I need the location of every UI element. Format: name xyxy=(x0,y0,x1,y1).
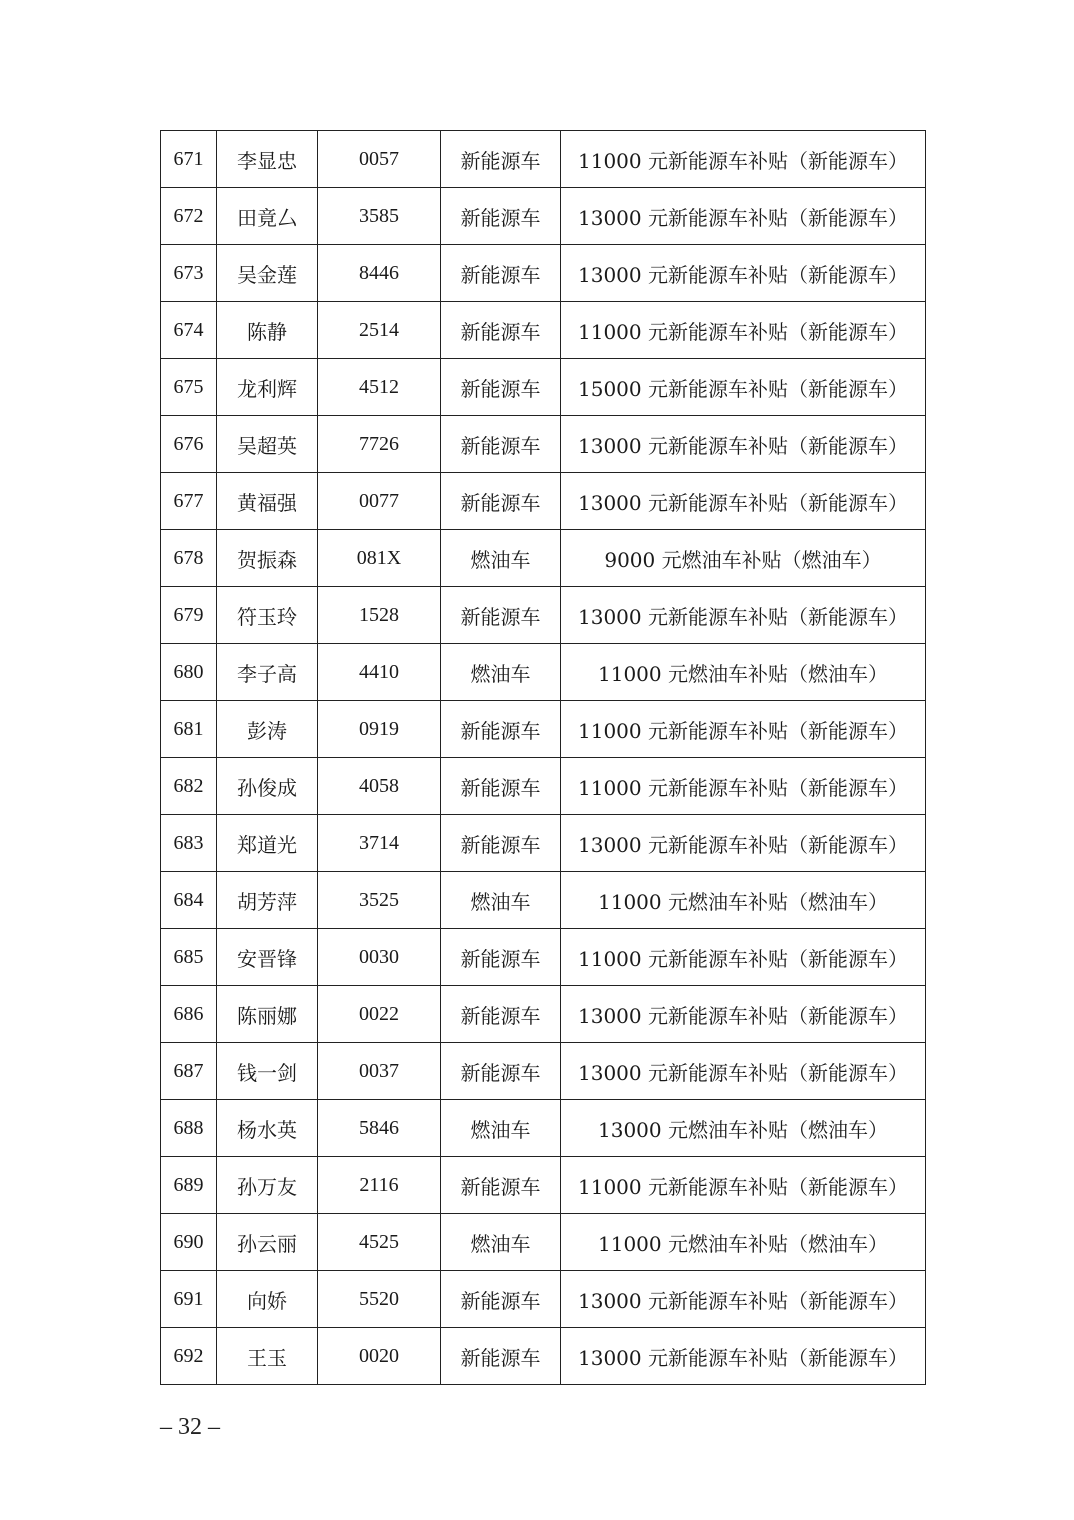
name-cell: 胡芳萍 xyxy=(217,872,318,929)
subsidy-cell: 13000 元新能源车补贴（新能源车） xyxy=(561,986,926,1043)
table-row xyxy=(161,302,926,359)
id-suffix-cell: 0020 xyxy=(318,1328,441,1385)
row-number-cell: 677 xyxy=(161,473,217,530)
id-suffix-cell: 8446 xyxy=(318,245,441,302)
table-row xyxy=(161,986,926,1043)
subsidy-cell: 13000 元新能源车补贴（新能源车） xyxy=(561,473,926,530)
table-row xyxy=(161,245,926,302)
name-cell: 田竟厶 xyxy=(217,188,318,245)
table-row xyxy=(161,872,926,929)
name-cell: 杨水英 xyxy=(217,1100,318,1157)
name-cell: 黄福强 xyxy=(217,473,318,530)
vehicle-type-cell: 新能源车 xyxy=(441,815,561,872)
id-suffix-cell: 5520 xyxy=(318,1271,441,1328)
row-number-cell: 673 xyxy=(161,245,217,302)
name-cell: 彭涛 xyxy=(217,701,318,758)
row-number-cell: 691 xyxy=(161,1271,217,1328)
id-suffix-cell: 4512 xyxy=(318,359,441,416)
subsidy-cell: 11000 元燃油车补贴（燃油车） xyxy=(561,1214,926,1271)
subsidy-roster-table xyxy=(160,130,926,1385)
name-cell: 陈静 xyxy=(217,302,318,359)
row-number-cell: 685 xyxy=(161,929,217,986)
table-row xyxy=(161,1328,926,1385)
table-row xyxy=(161,473,926,530)
table-row xyxy=(161,644,926,701)
name-cell: 钱一剑 xyxy=(217,1043,318,1100)
row-number-cell: 690 xyxy=(161,1214,217,1271)
row-number-cell: 676 xyxy=(161,416,217,473)
row-number-cell: 689 xyxy=(161,1157,217,1214)
subsidy-cell: 13000 元新能源车补贴（新能源车） xyxy=(561,1271,926,1328)
row-number-cell: 686 xyxy=(161,986,217,1043)
table-row xyxy=(161,1271,926,1328)
name-cell: 贺振森 xyxy=(217,530,318,587)
name-cell: 龙利辉 xyxy=(217,359,318,416)
table-row xyxy=(161,188,926,245)
roster-table-body xyxy=(161,131,926,1385)
table-row xyxy=(161,758,926,815)
vehicle-type-cell: 新能源车 xyxy=(441,1271,561,1328)
vehicle-type-cell: 新能源车 xyxy=(441,245,561,302)
table-row xyxy=(161,359,926,416)
subsidy-cell: 13000 元新能源车补贴（新能源车） xyxy=(561,815,926,872)
subsidy-cell: 11000 元燃油车补贴（燃油车） xyxy=(561,872,926,929)
table-row xyxy=(161,587,926,644)
vehicle-type-cell: 新能源车 xyxy=(441,131,561,188)
vehicle-type-cell: 新能源车 xyxy=(441,1157,561,1214)
subsidy-cell: 11000 元新能源车补贴（新能源车） xyxy=(561,1157,926,1214)
subsidy-cell: 11000 元新能源车补贴（新能源车） xyxy=(561,302,926,359)
subsidy-cell: 13000 元新能源车补贴（新能源车） xyxy=(561,587,926,644)
table-row xyxy=(161,1157,926,1214)
row-number-cell: 692 xyxy=(161,1328,217,1385)
name-cell: 向娇 xyxy=(217,1271,318,1328)
id-suffix-cell: 081X xyxy=(318,530,441,587)
table-row xyxy=(161,1100,926,1157)
name-cell: 李子高 xyxy=(217,644,318,701)
id-suffix-cell: 0057 xyxy=(318,131,441,188)
row-number-cell: 688 xyxy=(161,1100,217,1157)
subsidy-cell: 13000 元新能源车补贴（新能源车） xyxy=(561,245,926,302)
name-cell: 吴金莲 xyxy=(217,245,318,302)
vehicle-type-cell: 新能源车 xyxy=(441,473,561,530)
subsidy-cell: 13000 元新能源车补贴（新能源车） xyxy=(561,1043,926,1100)
table-row xyxy=(161,815,926,872)
id-suffix-cell: 7726 xyxy=(318,416,441,473)
subsidy-cell: 11000 元新能源车补贴（新能源车） xyxy=(561,929,926,986)
vehicle-type-cell: 新能源车 xyxy=(441,1328,561,1385)
id-suffix-cell: 2514 xyxy=(318,302,441,359)
name-cell: 安晋锋 xyxy=(217,929,318,986)
vehicle-type-cell: 新能源车 xyxy=(441,359,561,416)
row-number-cell: 684 xyxy=(161,872,217,929)
id-suffix-cell: 3525 xyxy=(318,872,441,929)
id-suffix-cell: 4410 xyxy=(318,644,441,701)
vehicle-type-cell: 新能源车 xyxy=(441,986,561,1043)
table-row xyxy=(161,701,926,758)
table-row xyxy=(161,1214,926,1271)
id-suffix-cell: 4525 xyxy=(318,1214,441,1271)
table-row xyxy=(161,416,926,473)
table-row xyxy=(161,1043,926,1100)
id-suffix-cell: 0077 xyxy=(318,473,441,530)
subsidy-cell: 11000 元燃油车补贴（燃油车） xyxy=(561,644,926,701)
id-suffix-cell: 4058 xyxy=(318,758,441,815)
name-cell: 郑道光 xyxy=(217,815,318,872)
name-cell: 孙俊成 xyxy=(217,758,318,815)
subsidy-cell: 13000 元新能源车补贴（新能源车） xyxy=(561,416,926,473)
row-number-cell: 678 xyxy=(161,530,217,587)
row-number-cell: 683 xyxy=(161,815,217,872)
id-suffix-cell: 0919 xyxy=(318,701,441,758)
row-number-cell: 681 xyxy=(161,701,217,758)
id-suffix-cell: 1528 xyxy=(318,587,441,644)
row-number-cell: 682 xyxy=(161,758,217,815)
id-suffix-cell: 3585 xyxy=(318,188,441,245)
name-cell: 李显忠 xyxy=(217,131,318,188)
vehicle-type-cell: 新能源车 xyxy=(441,758,561,815)
id-suffix-cell: 5846 xyxy=(318,1100,441,1157)
vehicle-type-cell: 燃油车 xyxy=(441,1214,561,1271)
vehicle-type-cell: 燃油车 xyxy=(441,644,561,701)
name-cell: 王玉 xyxy=(217,1328,318,1385)
subsidy-cell: 13000 元新能源车补贴（新能源车） xyxy=(561,1328,926,1385)
id-suffix-cell: 0030 xyxy=(318,929,441,986)
vehicle-type-cell: 新能源车 xyxy=(441,416,561,473)
table-row xyxy=(161,929,926,986)
subsidy-cell: 11000 元新能源车补贴（新能源车） xyxy=(561,758,926,815)
subsidy-cell: 11000 元新能源车补贴（新能源车） xyxy=(561,131,926,188)
row-number-cell: 672 xyxy=(161,188,217,245)
row-number-cell: 680 xyxy=(161,644,217,701)
vehicle-type-cell: 新能源车 xyxy=(441,587,561,644)
vehicle-type-cell: 新能源车 xyxy=(441,1043,561,1100)
name-cell: 陈丽娜 xyxy=(217,986,318,1043)
vehicle-type-cell: 新能源车 xyxy=(441,701,561,758)
row-number-cell: 687 xyxy=(161,1043,217,1100)
table-row xyxy=(161,530,926,587)
vehicle-type-cell: 新能源车 xyxy=(441,929,561,986)
id-suffix-cell: 3714 xyxy=(318,815,441,872)
vehicle-type-cell: 燃油车 xyxy=(441,872,561,929)
subsidy-cell: 11000 元新能源车补贴（新能源车） xyxy=(561,701,926,758)
table-row xyxy=(161,131,926,188)
name-cell: 符玉玲 xyxy=(217,587,318,644)
row-number-cell: 674 xyxy=(161,302,217,359)
page-number: – 32 – xyxy=(160,1414,220,1440)
vehicle-type-cell: 新能源车 xyxy=(441,302,561,359)
vehicle-type-cell: 燃油车 xyxy=(441,530,561,587)
name-cell: 孙云丽 xyxy=(217,1214,318,1271)
subsidy-cell: 15000 元新能源车补贴（新能源车） xyxy=(561,359,926,416)
id-suffix-cell: 0037 xyxy=(318,1043,441,1100)
subsidy-cell: 9000 元燃油车补贴（燃油车） xyxy=(561,530,926,587)
id-suffix-cell: 0022 xyxy=(318,986,441,1043)
row-number-cell: 675 xyxy=(161,359,217,416)
subsidy-cell: 13000 元新能源车补贴（新能源车） xyxy=(561,188,926,245)
subsidy-cell: 13000 元燃油车补贴（燃油车） xyxy=(561,1100,926,1157)
name-cell: 孙万友 xyxy=(217,1157,318,1214)
vehicle-type-cell: 燃油车 xyxy=(441,1100,561,1157)
name-cell: 吴超英 xyxy=(217,416,318,473)
row-number-cell: 671 xyxy=(161,131,217,188)
vehicle-type-cell: 新能源车 xyxy=(441,188,561,245)
id-suffix-cell: 2116 xyxy=(318,1157,441,1214)
row-number-cell: 679 xyxy=(161,587,217,644)
